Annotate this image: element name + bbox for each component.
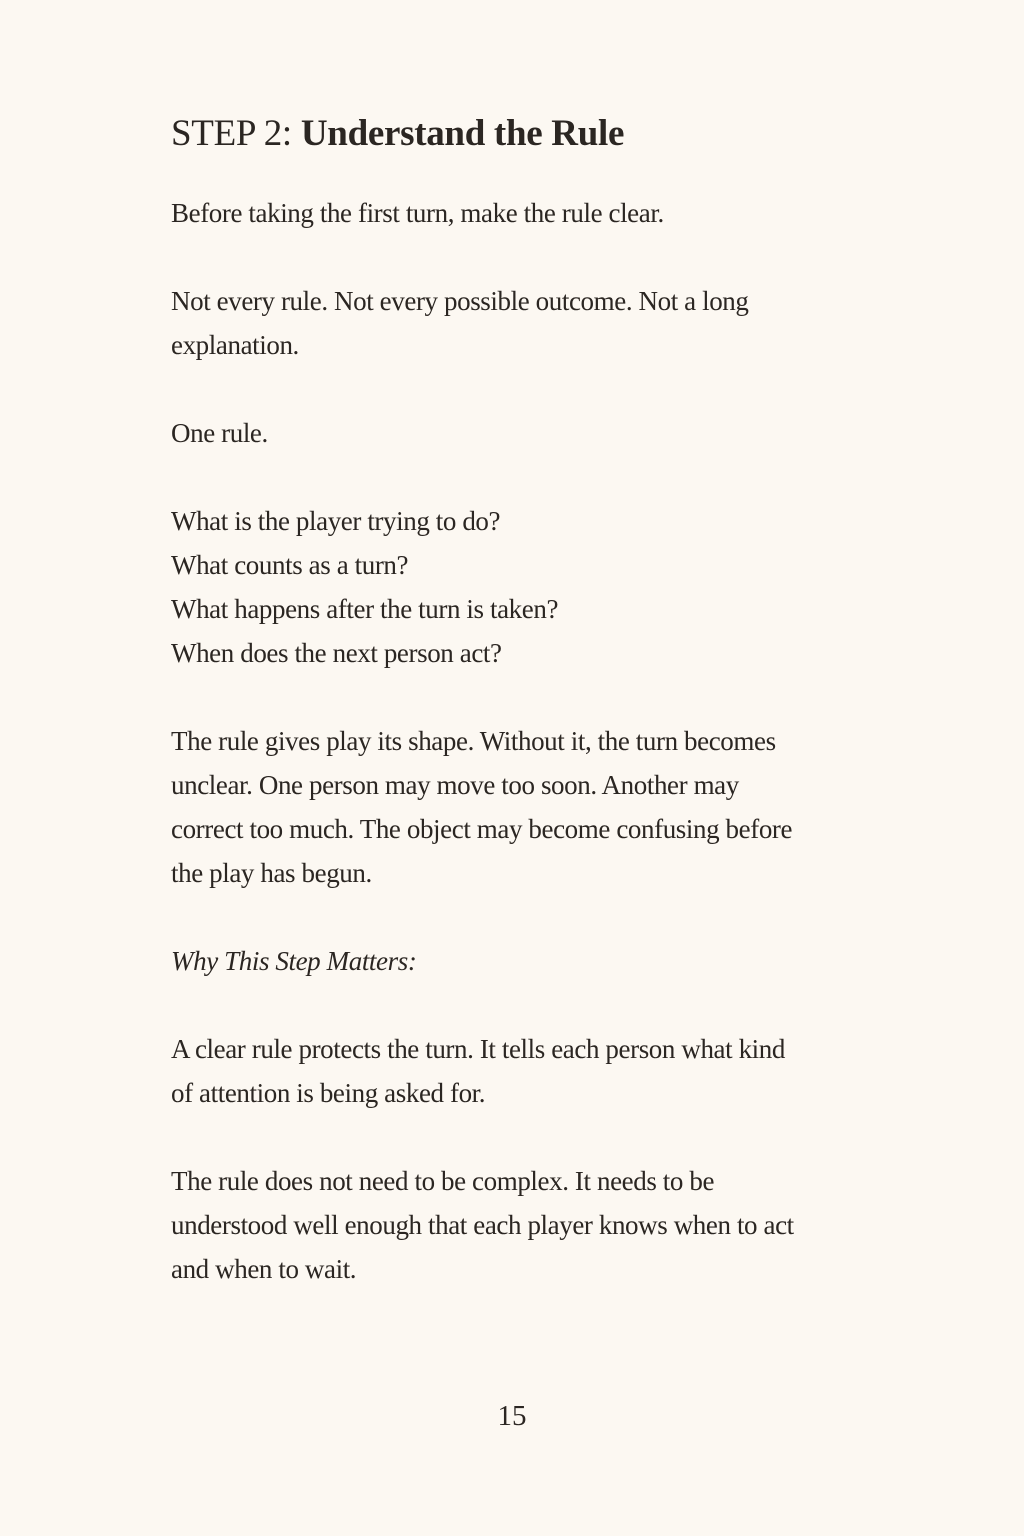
- paragraph-rule-shape: [171, 719, 792, 895]
- text-line: unclear. One person may move too soon. Another may: [171, 770, 739, 800]
- subheading-text: Why This Step Matters:: [171, 946, 417, 976]
- paragraph-intro: [171, 191, 664, 235]
- paragraph-clear-rule: [171, 1027, 785, 1115]
- page-number: 15: [497, 1400, 527, 1432]
- text-line: The rule does not need to be complex. It needs to be: [171, 1166, 715, 1196]
- subheading-why-matters: [171, 939, 416, 983]
- question-line: What is the player trying to do?: [171, 506, 501, 536]
- text-line: Before taking the first turn, make the rule clear.: [171, 198, 664, 228]
- text-line: correct too much. The object may become confusing before: [171, 814, 793, 844]
- text-line: Not every rule. Not every possible outcome. Not a long: [171, 286, 749, 316]
- step-heading: [171, 106, 624, 162]
- text-line: One rule.: [171, 418, 268, 448]
- question-line: What happens after the turn is taken?: [171, 594, 559, 624]
- text-line: of attention is being asked for.: [171, 1078, 486, 1108]
- text-line: the play has begun.: [171, 858, 372, 888]
- paragraph-not-every-rule: [171, 279, 749, 367]
- text-line: The rule gives play its shape. Without it, the turn becomes: [171, 726, 776, 756]
- text-line: explanation.: [171, 330, 299, 360]
- paragraph-questions: [171, 499, 558, 675]
- text-line: A clear rule protects the turn. It tells each person what kind: [171, 1034, 785, 1064]
- question-line: When does the next person act?: [171, 638, 502, 668]
- question-line: What counts as a turn?: [171, 550, 409, 580]
- step-label: STEP 2:: [171, 113, 301, 154]
- text-line: understood well enough that each player knows when to act: [171, 1210, 794, 1240]
- text-line: and when to wait.: [171, 1254, 357, 1284]
- paragraph-one-rule: [171, 411, 268, 455]
- step-title: Understand the Rule: [300, 113, 625, 154]
- paragraph-not-complex: [171, 1159, 794, 1291]
